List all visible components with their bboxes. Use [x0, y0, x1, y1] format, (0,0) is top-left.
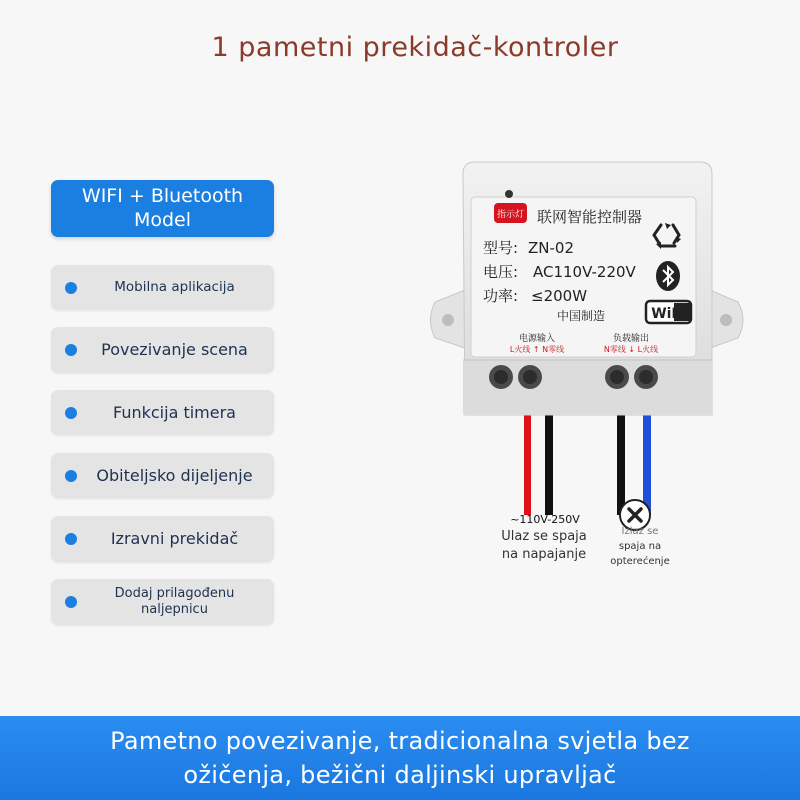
- page-title: 1 pametni prekidač-kontroler: [211, 32, 619, 63]
- blue-output-wire: [643, 415, 651, 515]
- wifi-logo-icon: [646, 301, 691, 323]
- right-mounting-hole: [720, 314, 732, 326]
- bluetooth-icon: [656, 261, 680, 291]
- bullet-dot-icon: [65, 470, 77, 482]
- feature-label: Izravni prekidač: [110, 529, 239, 548]
- product-name: 联网智能控制器: [537, 208, 643, 226]
- feature-wifi-bluetooth-model: [51, 180, 274, 237]
- input-voltage-label: ~110V-250V: [510, 513, 580, 526]
- left-mounting-hole: [442, 314, 454, 326]
- model-label: 型号:: [483, 239, 519, 257]
- red-input-wire: [524, 415, 531, 515]
- feature-custom-sticker: [51, 579, 274, 625]
- model-value: ZN-02: [528, 239, 574, 257]
- output-caption-line1: Izlaz se: [621, 526, 659, 537]
- output-terminal-labels: N零线 ↓ L火线: [603, 345, 659, 354]
- indicator-led: [505, 190, 513, 198]
- feature-label: Povezivanje scena: [101, 340, 248, 359]
- output-terminal-title: 负载输出: [612, 334, 650, 344]
- voltage-label: 电压:: [483, 263, 519, 281]
- input-caption-line2: na napajanje: [501, 547, 587, 562]
- bullet-dot-icon: [65, 344, 77, 356]
- feature-label: Mobilna aplikacija: [114, 279, 235, 296]
- feature-timer-function: [51, 390, 274, 435]
- power-value: ≤200W: [531, 287, 588, 305]
- feature-label: Dodaj prilagođenu naljepnicu: [114, 585, 235, 617]
- bullet-dot-icon: [65, 533, 77, 545]
- feature-scene-linking: [51, 327, 274, 373]
- footer-line-2: ožičenja, bežični daljinski upravljač: [183, 761, 617, 789]
- feature-direct-switch: [51, 516, 274, 562]
- feature-label: Obiteljsko dijeljenje: [96, 465, 253, 485]
- feature-mobile-app: [51, 265, 274, 310]
- output-caption-line2: spaja na: [618, 541, 662, 552]
- bullet-dot-icon: [65, 596, 77, 608]
- power-label: 功率:: [483, 287, 519, 305]
- bullet-dot-icon: [65, 407, 77, 419]
- feature-label: Funkcija timera: [113, 402, 236, 422]
- feature-label: WIFI + Bluetooth Model: [81, 184, 244, 231]
- voltage-value: AC110V-220V: [533, 263, 636, 281]
- footer-banner: [0, 716, 800, 800]
- indicator-label: 指示灯: [496, 210, 525, 220]
- wifi-logo-text: WiFi: [651, 306, 686, 322]
- footer-line-1: Pametno povezivanje, tradicionalna svjetla bez: [110, 727, 690, 755]
- input-terminal-title: 电源输入: [518, 334, 556, 344]
- black-output-wire: [617, 415, 625, 515]
- input-terminal-labels: L火线 ↑ N零线: [509, 345, 565, 354]
- bullet-dot-icon: [65, 282, 77, 294]
- feature-family-sharing: [51, 453, 274, 498]
- made-in-label: 中国制造: [557, 309, 606, 323]
- input-caption-line1: Ulaz se spaja: [501, 529, 587, 544]
- output-caption-line3: opterećenje: [610, 556, 670, 567]
- black-input-wire: [545, 415, 553, 515]
